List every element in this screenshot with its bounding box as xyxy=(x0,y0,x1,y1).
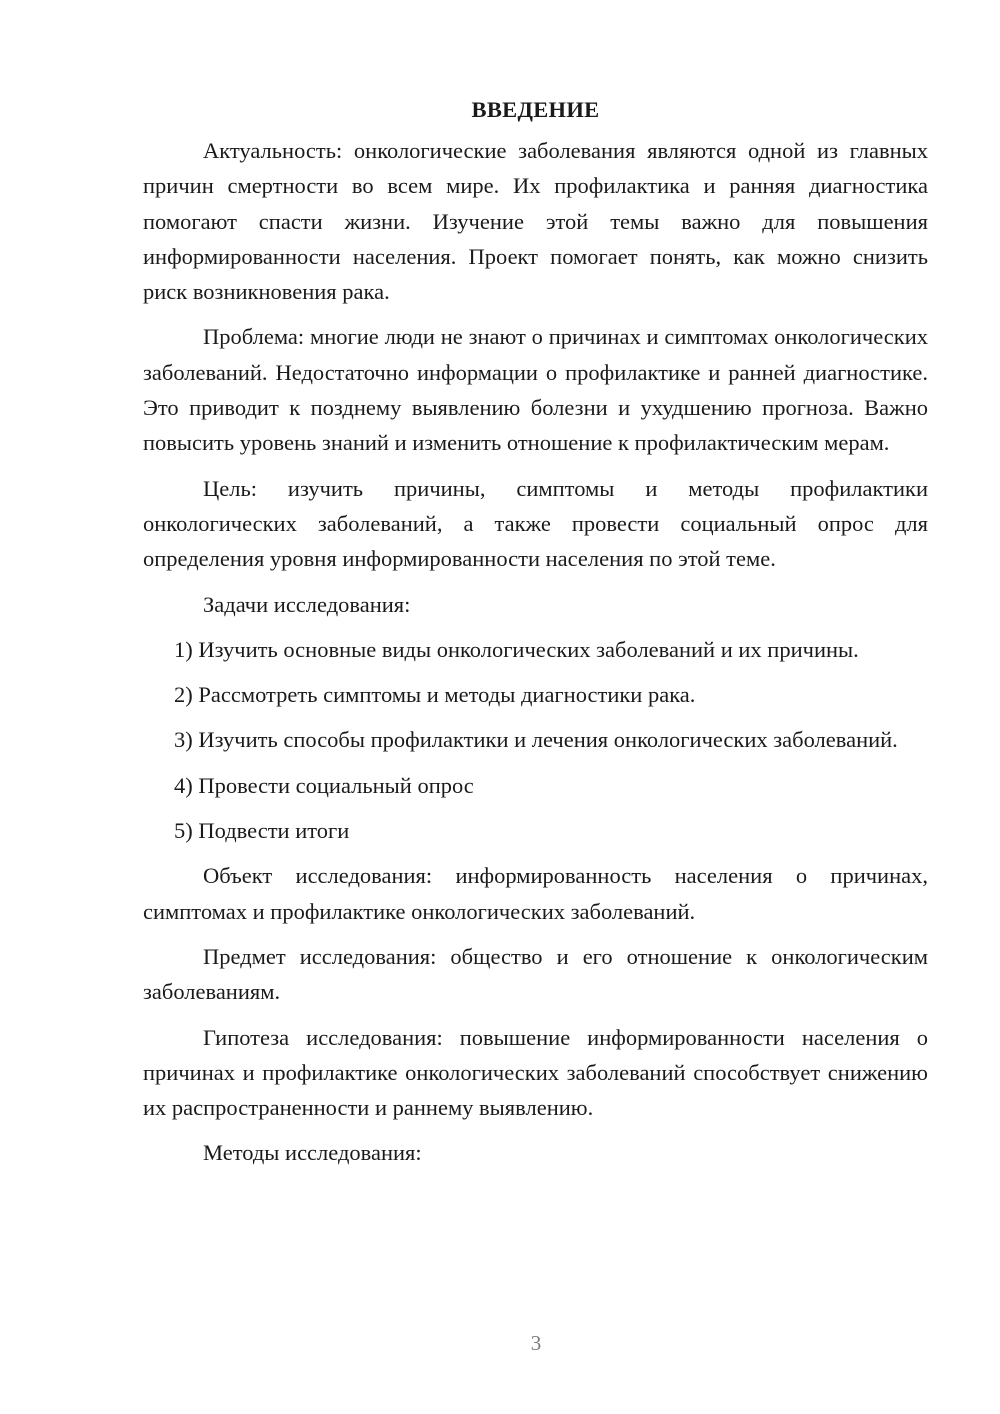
tasks-heading: Задачи исследования: xyxy=(203,591,411,617)
page-title: ВВЕДЕНИЕ xyxy=(471,97,600,122)
task-item-2: 2) Рассмотреть симптомы и методы диагностики рака. xyxy=(174,682,696,708)
paragraph-subject: Предмет исследования: общество и его отношение к онкологическим заболеваниям. xyxy=(143,943,928,1005)
paragraph-object: Объект исследования: информированность населения о причинах, симптомах и профилактике онкологических заболеваний. xyxy=(143,863,928,924)
task-item-3: 3) Изучить способы профилактики и лечения онкологических заболеваний. xyxy=(174,727,898,753)
paragraph-relevance: Актуальность: онкологические заболевания являются одной из главных причин смертности во всем мире. Их профилактика и ранняя диагностика помогают спасти жизни. Изучение этой темы важно для повышения информированности населения. Проект помогает понять, как можно снизить риск возникновения рака. xyxy=(143,138,928,305)
methods-heading: Методы исследования: xyxy=(203,1140,422,1166)
document-page xyxy=(143,92,928,1181)
paragraph-hypothesis: Гипотеза исследования: повышение информированности населения о причинах и профилактике онкологических заболеваний способствует снижению их распространенности и раннему выявлению. xyxy=(143,1024,928,1121)
task-item-5: 5) Подвести итоги xyxy=(174,818,350,844)
task-item-4: 4) Провести социальный опрос xyxy=(174,772,474,798)
page-number: 3 xyxy=(530,1331,542,1355)
paragraph-problem: Проблема: многие люди не знают о причинах и симптомах онкологических заболеваний. Недостаточно информации о профилактике и ранней диагностике. Это приводит к позднему выявлению болезни и ухудшению прогноза. Важно повысить уровень знаний и изменить отношение к профилактическим мерам. xyxy=(143,324,928,456)
paragraph-goal: Цель: изучить причины, симптомы и методы профилактики онкологических заболеваний, а также провести социальный опрос для определения уровня информированности населения по этой теме. xyxy=(143,475,928,572)
task-item-1: 1) Изучить основные виды онкологических заболеваний и их причины. xyxy=(174,636,859,662)
